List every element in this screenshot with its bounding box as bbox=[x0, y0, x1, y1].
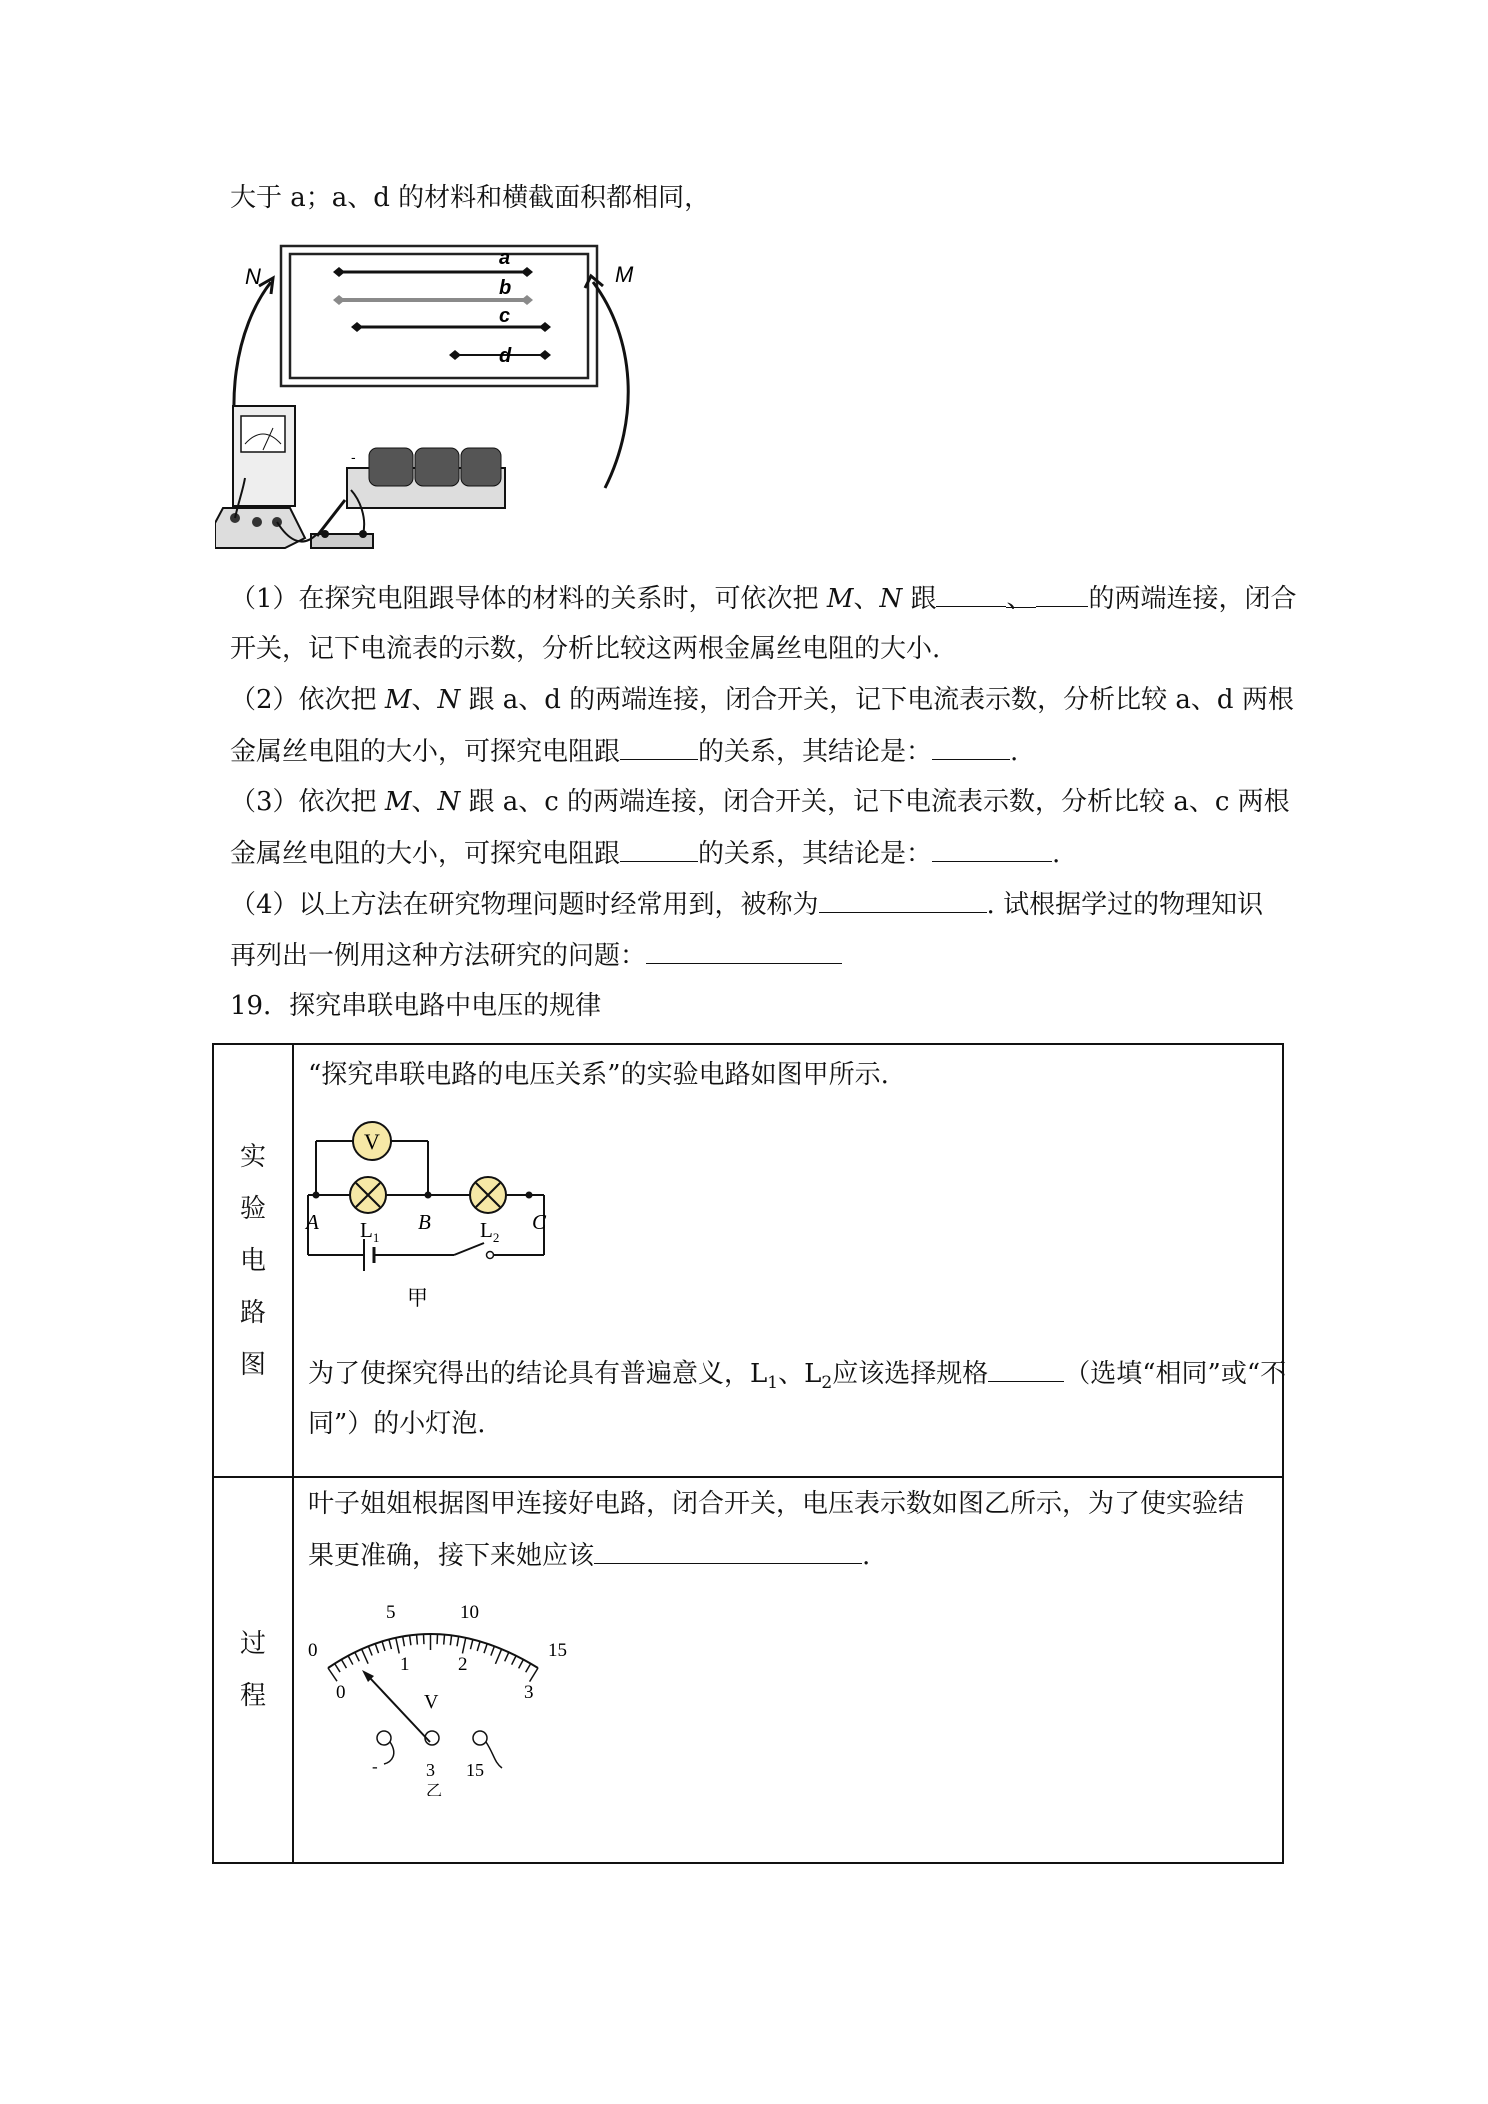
q1-blank-2[interactable] bbox=[1036, 580, 1088, 607]
dial-tick bbox=[417, 1635, 418, 1645]
q4-blank-2[interactable] bbox=[646, 937, 842, 964]
lead-label-n: N bbox=[245, 264, 261, 289]
intro-text: 大于 a；a、d 的材料和横截面积都相同， bbox=[230, 183, 711, 213]
wire-c bbox=[351, 322, 551, 332]
q3-blank-1[interactable] bbox=[620, 835, 698, 862]
row2-question-line2: 果更准确，接下来她应该 . bbox=[308, 1537, 870, 1574]
q2-line2: 金属丝电阻的大小，可探究电阻跟 的关系，其结论是： . bbox=[230, 733, 1018, 770]
upper-tick-10: 10 bbox=[460, 1602, 479, 1623]
terminal-label-negative: - bbox=[372, 1757, 378, 1776]
q2-blank-2[interactable] bbox=[932, 733, 1010, 760]
row-label-circuit: 实 验 电 路 图 bbox=[213, 1044, 293, 1477]
lower-tick-3: 3 bbox=[524, 1682, 534, 1703]
terminal-label-3: 3 bbox=[426, 1760, 435, 1780]
dial-arc bbox=[328, 1634, 538, 1668]
q3-line2: 金属丝电阻的大小，可探究电阻跟 的关系，其结论是： . bbox=[230, 835, 1060, 872]
row-content-circuit: “探究串联电路的电压关系”的实验电路如图甲所示. V A B C $L_1$ $L_2$ 甲 为了使探究得出的结论具有普遍意义，$L_1$、$L_2$应该选择规格 （选填“相同”或“不 同”）的小灯泡. bbox=[293, 1044, 1283, 1477]
q2-line1: （2）依次把 M、N 跟 a、d 的两端连接，闭合开关，记下电流表示数，分析比较 a、d 两根 bbox=[230, 685, 1294, 715]
row-content-process: 叶子姐姐根据图甲连接好电路，闭合开关，电压表示数如图乙所示，为了使实验结 果更准确，接下来她应该 . 0 5 10 15 0 1 2 3 V - 3 15 乙 bbox=[293, 1477, 1283, 1863]
table-row-process bbox=[213, 1477, 1283, 1863]
q1-line1: （1）在探究电阻跟导体的材料的关系时，可依次把 M、N 跟 、 的两端连接，闭合 bbox=[230, 580, 1296, 617]
apparatus-figure bbox=[215, 238, 635, 568]
board-outer bbox=[281, 246, 597, 386]
lower-tick-0: 0 bbox=[336, 1682, 346, 1703]
lower-tick-1: 1 bbox=[400, 1654, 410, 1675]
dial-tick bbox=[477, 1641, 480, 1651]
q4-blank-1[interactable] bbox=[819, 886, 987, 913]
wire-label-d: d bbox=[499, 345, 512, 367]
q4-line2: 再列出一例用这种方法研究的问题： bbox=[230, 937, 842, 974]
dial-tick bbox=[403, 1636, 405, 1646]
figure-caption-yi: 乙 bbox=[426, 1781, 443, 1796]
dial-tick bbox=[526, 1664, 531, 1673]
q3-line1: （3）依次把 M、N 跟 a、c 的两端连接，闭合开关，记下电流表示数，分析比较 a、c 两根 bbox=[230, 787, 1290, 817]
dial-tick bbox=[396, 1638, 399, 1654]
dial-tick bbox=[341, 1660, 346, 1669]
q3-blank-2[interactable] bbox=[932, 835, 1052, 862]
dial-tick bbox=[462, 1638, 465, 1654]
q4-line1: （4）以上方法在研究物理问题时经常用到，被称为 . 试根据学过的物理知识 bbox=[230, 886, 1263, 923]
dial-tick bbox=[450, 1635, 451, 1645]
lamp-label-l2: $L_2$ bbox=[480, 1218, 500, 1245]
meter-unit-v: V bbox=[424, 1691, 439, 1713]
dial-tick bbox=[368, 1646, 372, 1655]
dial-tick bbox=[382, 1641, 385, 1651]
row-label-process: 过 程 bbox=[213, 1477, 293, 1863]
lead-label-m: M bbox=[615, 262, 634, 287]
dial-tick bbox=[348, 1656, 353, 1665]
dial-tick bbox=[495, 1649, 501, 1664]
table-row-circuit bbox=[213, 1044, 1283, 1477]
battery-pack bbox=[347, 448, 505, 508]
dial-tick bbox=[512, 1656, 516, 1665]
dial-tick bbox=[362, 1649, 369, 1664]
ammeter bbox=[215, 406, 305, 548]
wire-label-b: b bbox=[499, 277, 512, 299]
dial-tick bbox=[444, 1635, 445, 1645]
lamp-label-l1: $L_1$ bbox=[360, 1218, 380, 1245]
dial-ticks bbox=[328, 1634, 538, 1682]
q2-blank-1[interactable] bbox=[620, 733, 698, 760]
voltmeter-dial-figure bbox=[298, 1596, 598, 1796]
lead-m bbox=[593, 282, 628, 488]
node-label-b: B bbox=[418, 1210, 431, 1234]
node-label-a: A bbox=[306, 1210, 319, 1234]
wire-label-a: a bbox=[499, 247, 511, 269]
dial-tick bbox=[519, 1660, 524, 1669]
experiment-table bbox=[212, 1043, 1287, 1864]
dial-tick bbox=[375, 1644, 378, 1653]
series-circuit-diagram bbox=[304, 1111, 564, 1311]
dial-tick bbox=[457, 1636, 459, 1646]
figure-caption-jia: 甲 bbox=[407, 1286, 428, 1310]
upper-tick-15: 15 bbox=[548, 1640, 567, 1661]
row2-blank[interactable] bbox=[594, 1537, 862, 1564]
q1-blank-1[interactable] bbox=[936, 580, 1006, 607]
voltmeter-label: V bbox=[364, 1129, 380, 1154]
upper-tick-0: 0 bbox=[308, 1640, 318, 1661]
terminal-negative bbox=[377, 1731, 391, 1745]
q1-line2: 开关，记下电流表的示数，分析比较这两根金属丝电阻的大小. bbox=[230, 634, 941, 664]
dial-tick bbox=[355, 1652, 359, 1661]
terminal-15 bbox=[473, 1731, 487, 1745]
dial-tick bbox=[389, 1639, 392, 1649]
lower-tick-2: 2 bbox=[458, 1654, 468, 1675]
dial-tick bbox=[484, 1644, 487, 1653]
dial-tick bbox=[328, 1668, 337, 1681]
row1-question-line1: 为了使探究得出的结论具有普遍意义，$L_1$、$L_2$应该选择规格 （选填“相同”或“不 bbox=[308, 1355, 1286, 1401]
wire-label-c: c bbox=[499, 305, 511, 327]
dial-tick bbox=[410, 1635, 411, 1645]
dial-tick bbox=[491, 1646, 495, 1655]
dial-tick bbox=[505, 1652, 509, 1661]
dial-tick bbox=[470, 1639, 472, 1649]
terminal-label-15: 15 bbox=[466, 1760, 484, 1780]
upper-tick-5: 5 bbox=[386, 1602, 396, 1623]
dial-tick bbox=[530, 1668, 538, 1682]
node-label-c: C bbox=[532, 1210, 547, 1234]
svg-text:-: - bbox=[351, 449, 356, 465]
dial-tick bbox=[335, 1664, 340, 1672]
switch-symbol bbox=[454, 1243, 484, 1255]
q19-title: 19．探究串联电路中电压的规律 bbox=[230, 991, 602, 1021]
row1-blank[interactable] bbox=[988, 1355, 1064, 1382]
